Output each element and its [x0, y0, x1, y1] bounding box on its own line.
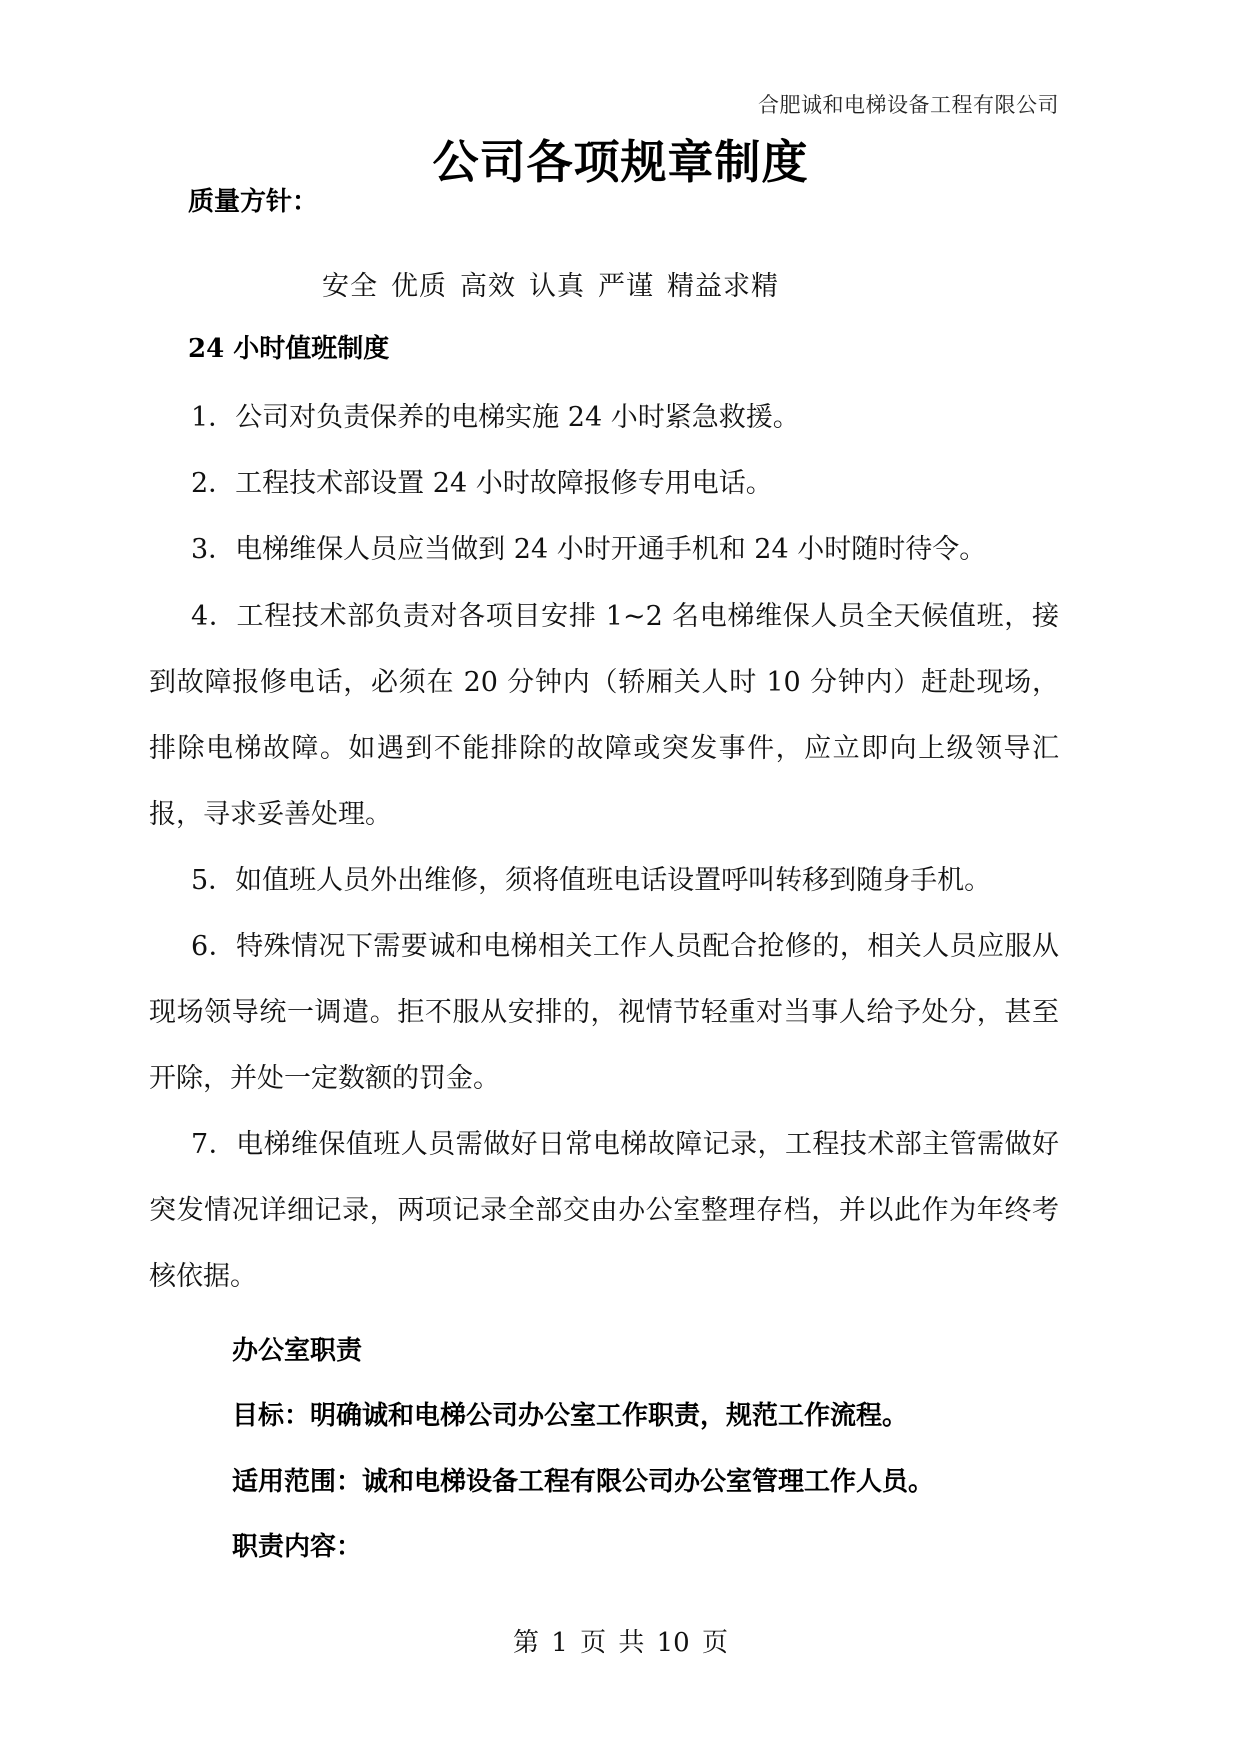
office-content-heading: 职责内容：	[232, 1532, 363, 1562]
office-goal: 目标：明确诚和电梯公司办公室工作职责，规范工作流程。	[232, 1401, 909, 1431]
office-section-heading: 办公室职责	[232, 1336, 363, 1366]
policy-word: 严谨	[598, 271, 654, 302]
duty-item-5: 5．如值班人员外出维修，须将值班电话设置呼叫转移到随身手机。	[191, 865, 992, 896]
duty-item-4: 4．工程技术部负责对各项目安排 1~2 名电梯维保人员全天候值班，接到故障报修电话，必须在 20 分钟内（轿厢关人时 10 分钟内）赶赴现场，排除电梯故障。如遇到不能排除的故障或突发事件，应立即向上级领导汇报，寻求妥善处理。	[149, 601, 1059, 830]
duty-item-1: 1．公司对负责保养的电梯实施 24 小时紧急救援。	[191, 402, 800, 433]
duty-item-6: 6．特殊情况下需要诚和电梯相关工作人员配合抢修的，相关人员应服从现场领导统一调遣。拒不服从安排的，视情节轻重对当事人给予处分，甚至开除，并处一定数额的罚金。	[149, 931, 1059, 1094]
policy-word: 认真	[529, 271, 585, 302]
duty-item-2: 2．工程技术部设置 24 小时故障报修专用电话。	[191, 468, 773, 499]
policy-word: 精益求精	[667, 271, 779, 302]
policy-word: 安全	[322, 271, 378, 302]
policy-word: 高效	[460, 271, 516, 302]
page-number: 第 1 页 共 10 页	[513, 1628, 728, 1658]
duty-section-heading: 24 小时值班制度	[188, 334, 390, 364]
office-scope: 适用范围：诚和电梯设备工程有限公司办公室管理工作人员。	[232, 1467, 935, 1497]
duty-item-7: 7．电梯维保值班人员需做好日常电梯故障记录，工程技术部主管需做好突发情况详细记录，两项记录全部交由办公室整理存档，并以此作为年终考核依据。	[149, 1129, 1059, 1292]
policy-word: 优质	[391, 271, 447, 302]
company-header: 合肥诚和电梯设备工程有限公司	[758, 93, 1059, 117]
quality-policy-heading: 质量方针：	[188, 187, 319, 217]
page-title: 公司各项规章制度	[432, 135, 809, 189]
quality-policy-words	[322, 264, 792, 303]
duty-item-3: 3．电梯维保人员应当做到 24 小时开通手机和 24 小时随时待令。	[191, 534, 987, 565]
